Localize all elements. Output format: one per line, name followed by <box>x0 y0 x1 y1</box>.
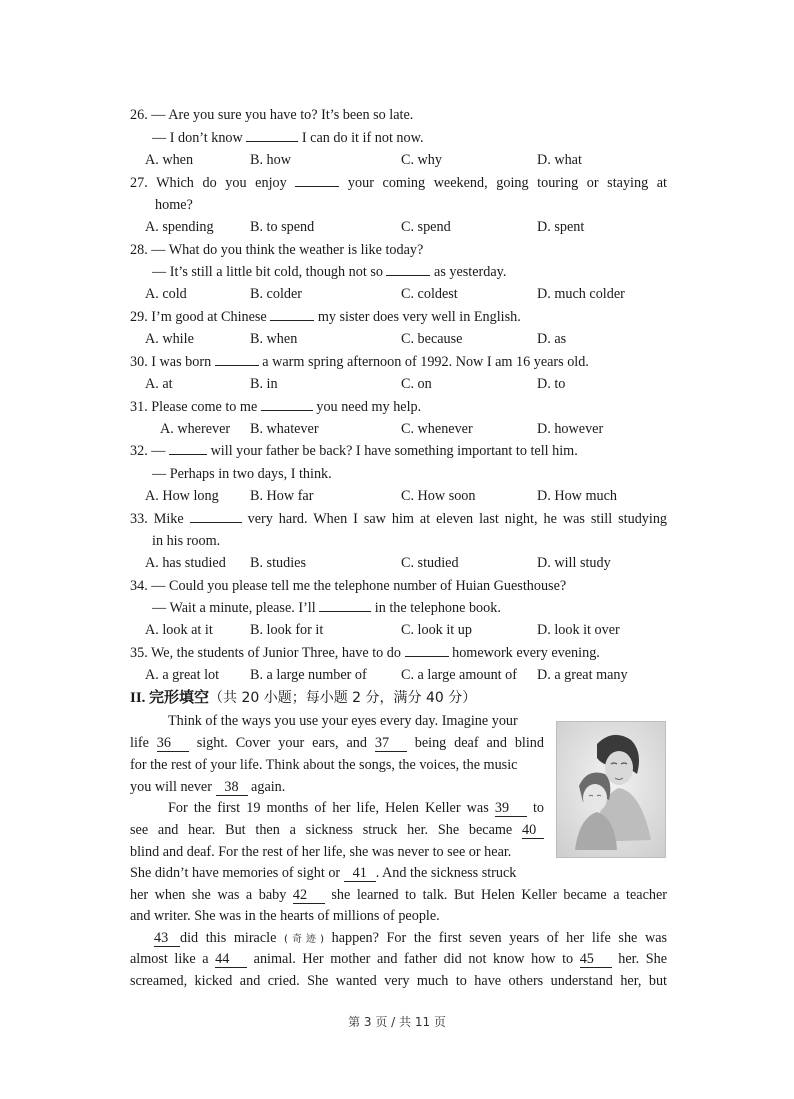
p2-line5-text-b: she learned to talk. But Helen Keller became a teacher <box>331 887 668 903</box>
blank-40: 40 <box>522 823 544 839</box>
q35-option-c: C. a large amount of <box>401 667 517 683</box>
q28-option-d: D. much colder <box>537 286 625 302</box>
q34-option-b: B. look for it <box>250 622 324 638</box>
q32-option-d: D. How much <box>537 488 617 504</box>
q34-line1: 34. — Could you please tell me the telephone number of Huian Guesthouse? <box>130 578 567 594</box>
q28-text-b: as yesterday. <box>434 264 507 280</box>
p1-line2 <box>130 734 544 752</box>
q31-option-c: C. whenever <box>401 421 473 437</box>
q33-option-c: C. studied <box>401 555 459 571</box>
blank-39: 39 <box>495 801 527 817</box>
p2-line6: and writer. She was in the hearts of millions of people. <box>130 908 440 924</box>
q32-option-a: A. How long <box>145 488 219 504</box>
p3-line2 <box>130 950 667 968</box>
q32-option-c: C. How soon <box>401 488 476 504</box>
q32-text-a: 32. — <box>130 443 166 459</box>
q29-text-a: 29. I’m good at Chinese <box>130 309 267 325</box>
q26-option-d: D. what <box>537 152 582 168</box>
q33-text-b: very hard. When I saw him at eleven last night, he was still studying <box>247 511 668 527</box>
p1-line3: for the rest of your life. Think about the songs, the voices, the music <box>130 757 518 773</box>
q33-option-a: A. has studied <box>145 555 226 571</box>
q35-option-a: A. a great lot <box>145 667 220 683</box>
q30-text-a: 30. I was born <box>130 354 212 370</box>
blank-44: 44 <box>215 952 247 968</box>
p2-line5 <box>130 886 667 904</box>
q35-blank <box>405 656 449 657</box>
q30-blank <box>215 365 259 366</box>
p2-line2-text-a: see and hear. But then a sickness struck her. She became <box>130 822 513 838</box>
q33-text-a: 33. Mike <box>130 511 184 527</box>
q34-blank <box>319 611 371 612</box>
q35-line1 <box>130 644 600 662</box>
p2-line3: blind and deaf. For the rest of her life, she was never to see or hear. <box>130 844 512 860</box>
q29-blank <box>270 320 314 321</box>
q34-option-a: A. look at it <box>145 622 213 638</box>
p3-line3-text: screamed, kicked and cried. She wanted very much to have others understand her, but <box>130 973 667 989</box>
q34-option-d: D. look it over <box>537 622 620 638</box>
q31-line1 <box>130 398 421 416</box>
q27-line2: home? <box>155 197 193 213</box>
p3-line2-text-a: almost like a <box>130 951 209 967</box>
q35-text-a: 35. We, the students of Junior Three, have to do <box>130 645 401 661</box>
page-footer: 第 3 页 / 共 11 页 <box>348 1015 446 1029</box>
q28-line2 <box>152 263 506 281</box>
miracle-gloss: (奇迹) <box>284 934 325 945</box>
p2-line1-text-a: For the first 19 months of her life, Helen Keller was <box>168 800 489 816</box>
q35-option-d: D. a great many <box>537 667 628 683</box>
q26-option-b: B. how <box>250 152 291 168</box>
q26-line1: 26. — Are you sure you have to? It’s been so late. <box>130 107 414 123</box>
p2-line1 <box>168 799 544 817</box>
q32-option-b: B. How far <box>250 488 314 504</box>
p3-line1 <box>154 929 667 949</box>
q26-text-b: I can do it if not now. <box>301 130 424 146</box>
q32-line1 <box>130 442 578 460</box>
q29-option-b: B. when <box>250 331 298 347</box>
helen-keller-photo <box>556 721 666 858</box>
q29-option-c: C. because <box>401 331 463 347</box>
q30-option-d: D. to <box>537 376 566 392</box>
q35-option-b: B. a large number of <box>250 667 367 683</box>
p3-line1-text-a: did this miracle <box>180 930 277 946</box>
q26-text-a: — I don’t know <box>152 130 243 146</box>
p1-line4 <box>130 778 285 796</box>
q28-line1: 28. — What do you think the weather is like today? <box>130 242 424 258</box>
q34-text-b: in the telephone book. <box>374 600 501 616</box>
blank-38: 38 <box>216 780 248 796</box>
section-heading <box>130 687 476 708</box>
q27-line1 <box>130 174 667 192</box>
q31-option-b: B. whatever <box>250 421 319 437</box>
p2-line4 <box>130 864 516 882</box>
q29-text-b: my sister does very well in English. <box>317 309 521 325</box>
p2-line4-text-b: . And the sickness struck <box>375 865 517 881</box>
q27-option-a: A. spending <box>145 219 214 235</box>
section-number: II. <box>130 690 146 706</box>
q31-blank <box>261 410 313 411</box>
section-title: 完形填空 <box>148 688 209 706</box>
q27-text-a: 27. Which do you enjoy <box>130 175 287 191</box>
q33-line2: in his room. <box>152 533 221 549</box>
q33-option-b: B. studies <box>250 555 306 571</box>
blank-45: 45 <box>580 952 612 968</box>
q30-option-c: C. on <box>401 376 432 392</box>
p1-line4-text-b: again. <box>251 779 286 795</box>
q26-blank <box>246 141 298 142</box>
q28-option-c: C. coldest <box>401 286 458 302</box>
q29-option-d: D. as <box>537 331 567 347</box>
q26-option-c: C. why <box>401 152 442 168</box>
q33-line1 <box>130 510 667 528</box>
q34-text-a: — Wait a minute, please. I’ll <box>152 600 316 616</box>
p1-line2-text-a: life <box>130 735 149 751</box>
q28-text-a: — It’s still a little bit cold, though not so <box>152 264 383 280</box>
q29-line1 <box>130 308 521 326</box>
q31-option-a: A. wherever <box>160 421 231 437</box>
q33-option-d: D. will study <box>537 555 611 571</box>
q30-option-a: A. at <box>145 376 173 392</box>
q34-line2 <box>152 599 501 617</box>
q35-text-b: homework every evening. <box>452 645 600 661</box>
q32-text-b: will your father be back? I have something important to tell him. <box>210 443 578 459</box>
q29-option-a: A. while <box>145 331 194 347</box>
q27-option-b: B. to spend <box>250 219 315 235</box>
q27-option-c: C. spend <box>401 219 451 235</box>
p2-line1-text-b: to <box>532 800 544 816</box>
q30-option-b: B. in <box>250 376 278 392</box>
p3-line2-text-c: her. She <box>618 951 667 967</box>
q28-option-a: A. cold <box>145 286 187 302</box>
q32-line2: — Perhaps in two days, I think. <box>152 466 332 482</box>
portrait-illustration <box>557 722 665 857</box>
q31-option-d: D. however <box>537 421 604 437</box>
p1-line1: Think of the ways you use your eyes every day. Imagine your <box>168 713 518 729</box>
q30-line1 <box>130 353 589 371</box>
q34-option-c: C. look it up <box>401 622 472 638</box>
section-scoring-note: （共 20 小题；每小题 2 分，满分 40 分） <box>209 690 477 706</box>
p3-line3 <box>130 972 667 990</box>
q30-text-b: a warm spring afternoon of 1992. Now I am 16 years old. <box>262 354 589 370</box>
q33-blank <box>190 522 242 523</box>
p1-line2-text-b: sight. Cover your ears, and <box>196 735 367 751</box>
q27-blank <box>295 186 339 187</box>
q26-line2 <box>152 129 424 147</box>
blank-36: 36 <box>157 736 189 752</box>
p2-line2 <box>130 821 544 839</box>
q28-blank <box>386 275 430 276</box>
blank-41: 41 <box>344 866 376 882</box>
p1-line2-text-c: being deaf and blind <box>414 735 544 751</box>
q26-option-a: A. when <box>145 152 194 168</box>
q31-text-b: you need my help. <box>316 399 422 415</box>
q32-blank <box>169 454 207 455</box>
blank-42: 42 <box>293 888 325 904</box>
p3-line1-text-b: happen? For the first seven years of her life she was <box>331 930 668 946</box>
q27-option-d: D. spent <box>537 219 585 235</box>
p3-line2-text-b: animal. Her mother and father did not know how to <box>253 951 574 967</box>
p2-line5-text-a: her when she was a baby <box>130 887 287 903</box>
q28-option-b: B. colder <box>250 286 303 302</box>
p2-line4-text-a: She didn’t have memories of sight or <box>130 865 341 881</box>
blank-37: 37 <box>375 736 407 752</box>
p1-line4-text-a: you will never <box>130 779 212 795</box>
blank-43: 43 <box>154 931 180 947</box>
q31-text-a: 31. Please come to me <box>130 399 258 415</box>
q27-text-b: your coming weekend, going touring or staying at <box>347 175 668 191</box>
